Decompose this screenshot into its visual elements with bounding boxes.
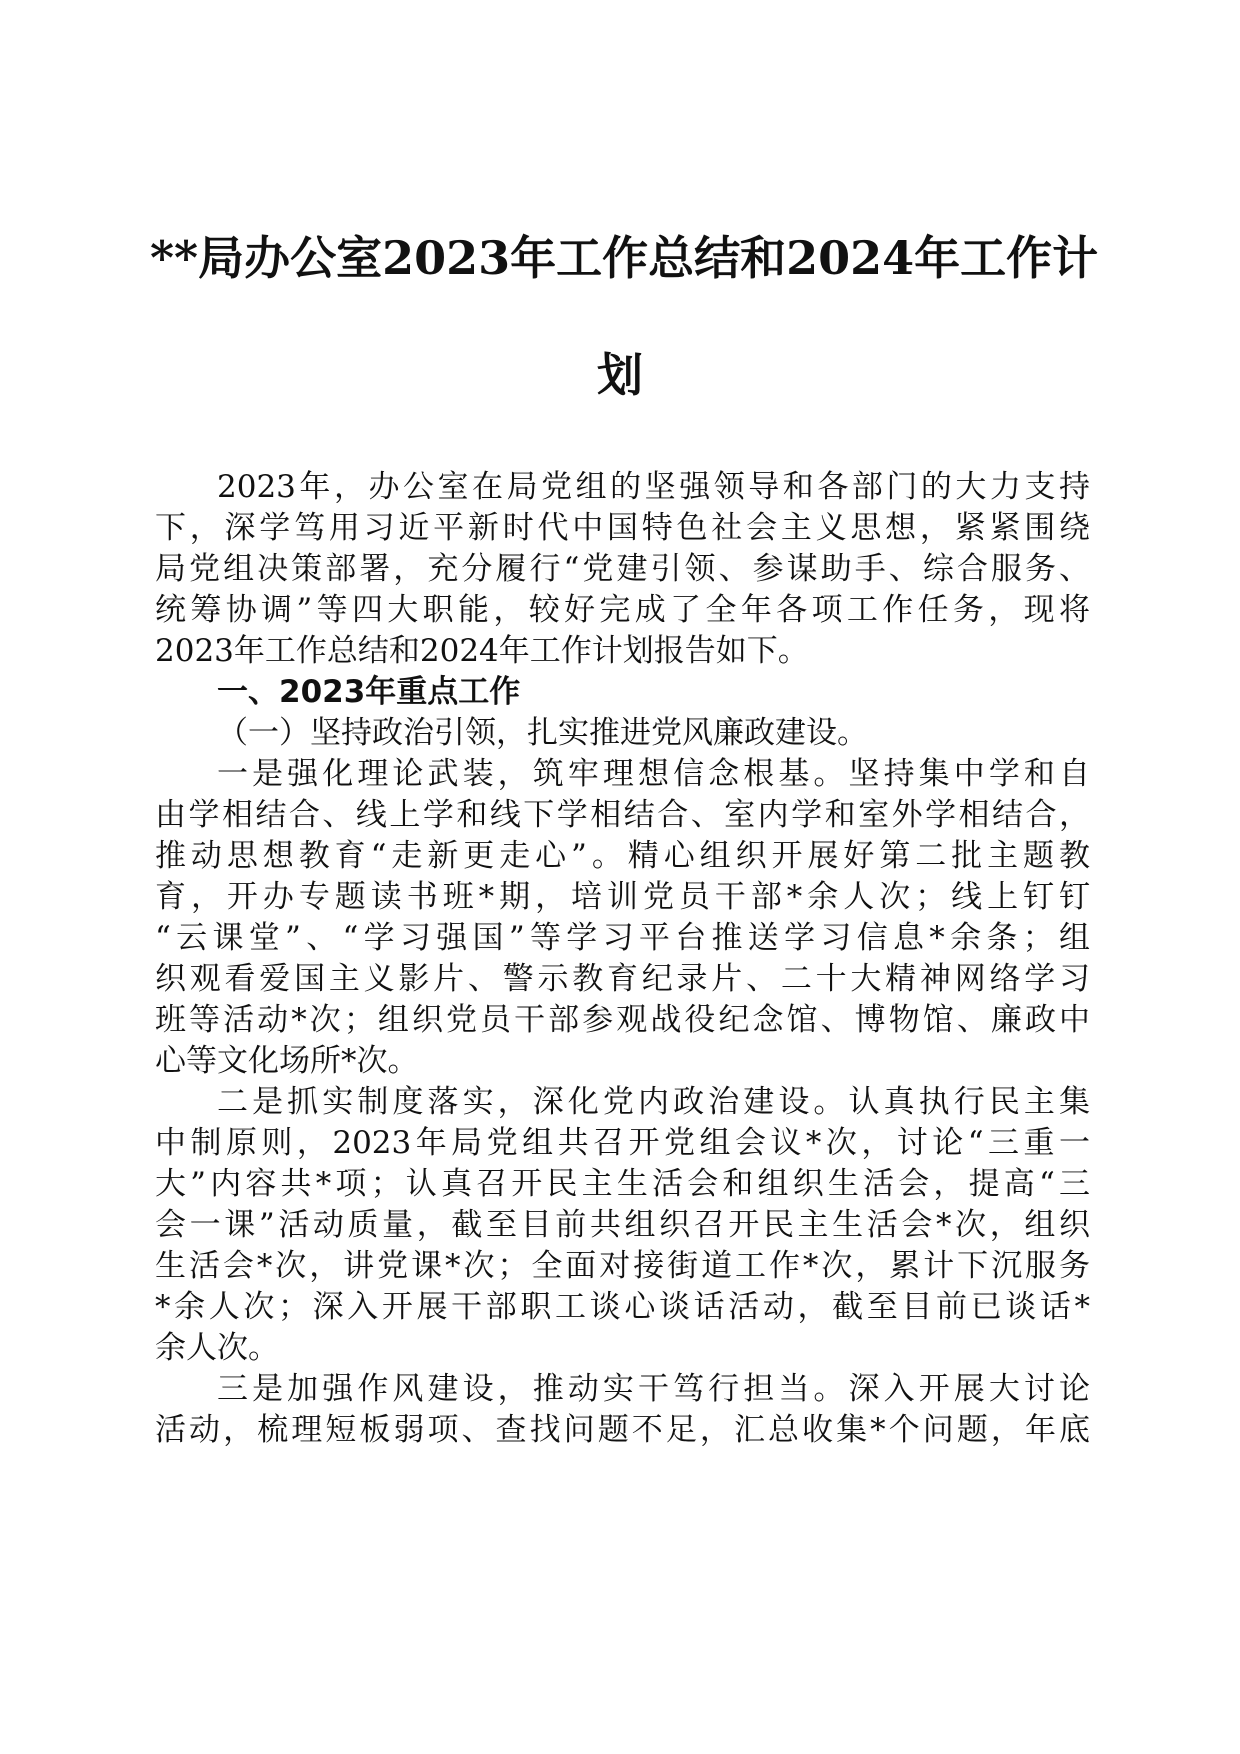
body-text-line: 会一课”活动质量，截至目前共组织召开民主生活会*次，组织 xyxy=(155,1207,1090,1243)
body-text-line: 统筹协调”等四大职能，较好完成了全年各项工作任务，现将 xyxy=(155,592,1090,628)
body-text-line: 班等活动*次；组织党员干部参观战役纪念馆、博物馆、廉政中 xyxy=(155,1002,1090,1038)
body-text-line: 织观看爱国主义影片、警示教育纪录片、二十大精神网络学习 xyxy=(155,961,1090,997)
document-title-line-1: **局办公室2023年工作总结和2024年工作计 xyxy=(150,231,1099,285)
body-text-line: （一）坚持政治引领，扎实推进党风廉政建设。 xyxy=(217,715,868,751)
body-text-line: 心等文化场所*次。 xyxy=(155,1043,419,1079)
body-text-line: 推动思想教育“走新更走心”。精心组织开展好第二批主题教 xyxy=(155,838,1090,874)
body-text-line: 2023年工作总结和2024年工作计划报告如下。 xyxy=(155,633,809,669)
body-text-line: 中制原则，2023年局党组共召开党组会议*次，讨论“三重一 xyxy=(155,1125,1090,1161)
section-heading: 一、2023年重点工作 xyxy=(217,674,521,710)
body-text-line: 局党组决策部署，充分履行“党建引领、参谋助手、综合服务、 xyxy=(155,551,1090,587)
body-text-line: 2023年，办公室在局党组的坚强领导和各部门的大力支持 xyxy=(217,469,1090,505)
body-text-line: 生活会*次，讲党课*次；全面对接街道工作*次，累计下沉服务 xyxy=(155,1248,1090,1284)
body-text-line: 大”内容共*项；认真召开民主生活会和组织生活会，提高“三 xyxy=(155,1166,1090,1202)
body-text-line: 三是加强作风建设，推动实干笃行担当。深入开展大讨论 xyxy=(217,1371,1090,1407)
body-text-line: 下，深学笃用习近平新时代中国特色社会主义思想，紧紧围绕 xyxy=(155,510,1090,546)
body-text-line: 育，开办专题读书班*期，培训党员干部*余人次；线上钉钉 xyxy=(155,879,1090,915)
document-body xyxy=(155,467,1090,1451)
body-text-line: 余人次。 xyxy=(155,1330,279,1366)
body-text-line: 一是强化理论武装，筑牢理想信念根基。坚持集中学和自 xyxy=(217,756,1090,792)
body-text-line: *余人次；深入开展干部职工谈心谈话活动，截至目前已谈话* xyxy=(155,1289,1090,1325)
document-title-line-2: 划 xyxy=(597,348,643,402)
body-text-line: 活动，梳理短板弱项、查找问题不足，汇总收集*个问题，年底 xyxy=(155,1412,1090,1448)
body-text-line: 由学相结合、线上学和线下学相结合、室内学和室外学相结合， xyxy=(155,797,1090,833)
body-text-line: “云课堂”、“学习强国”等学习平台推送学习信息*余条；组 xyxy=(155,920,1090,956)
body-text-line: 二是抓实制度落实，深化党内政治建设。认真执行民主集 xyxy=(217,1084,1090,1120)
